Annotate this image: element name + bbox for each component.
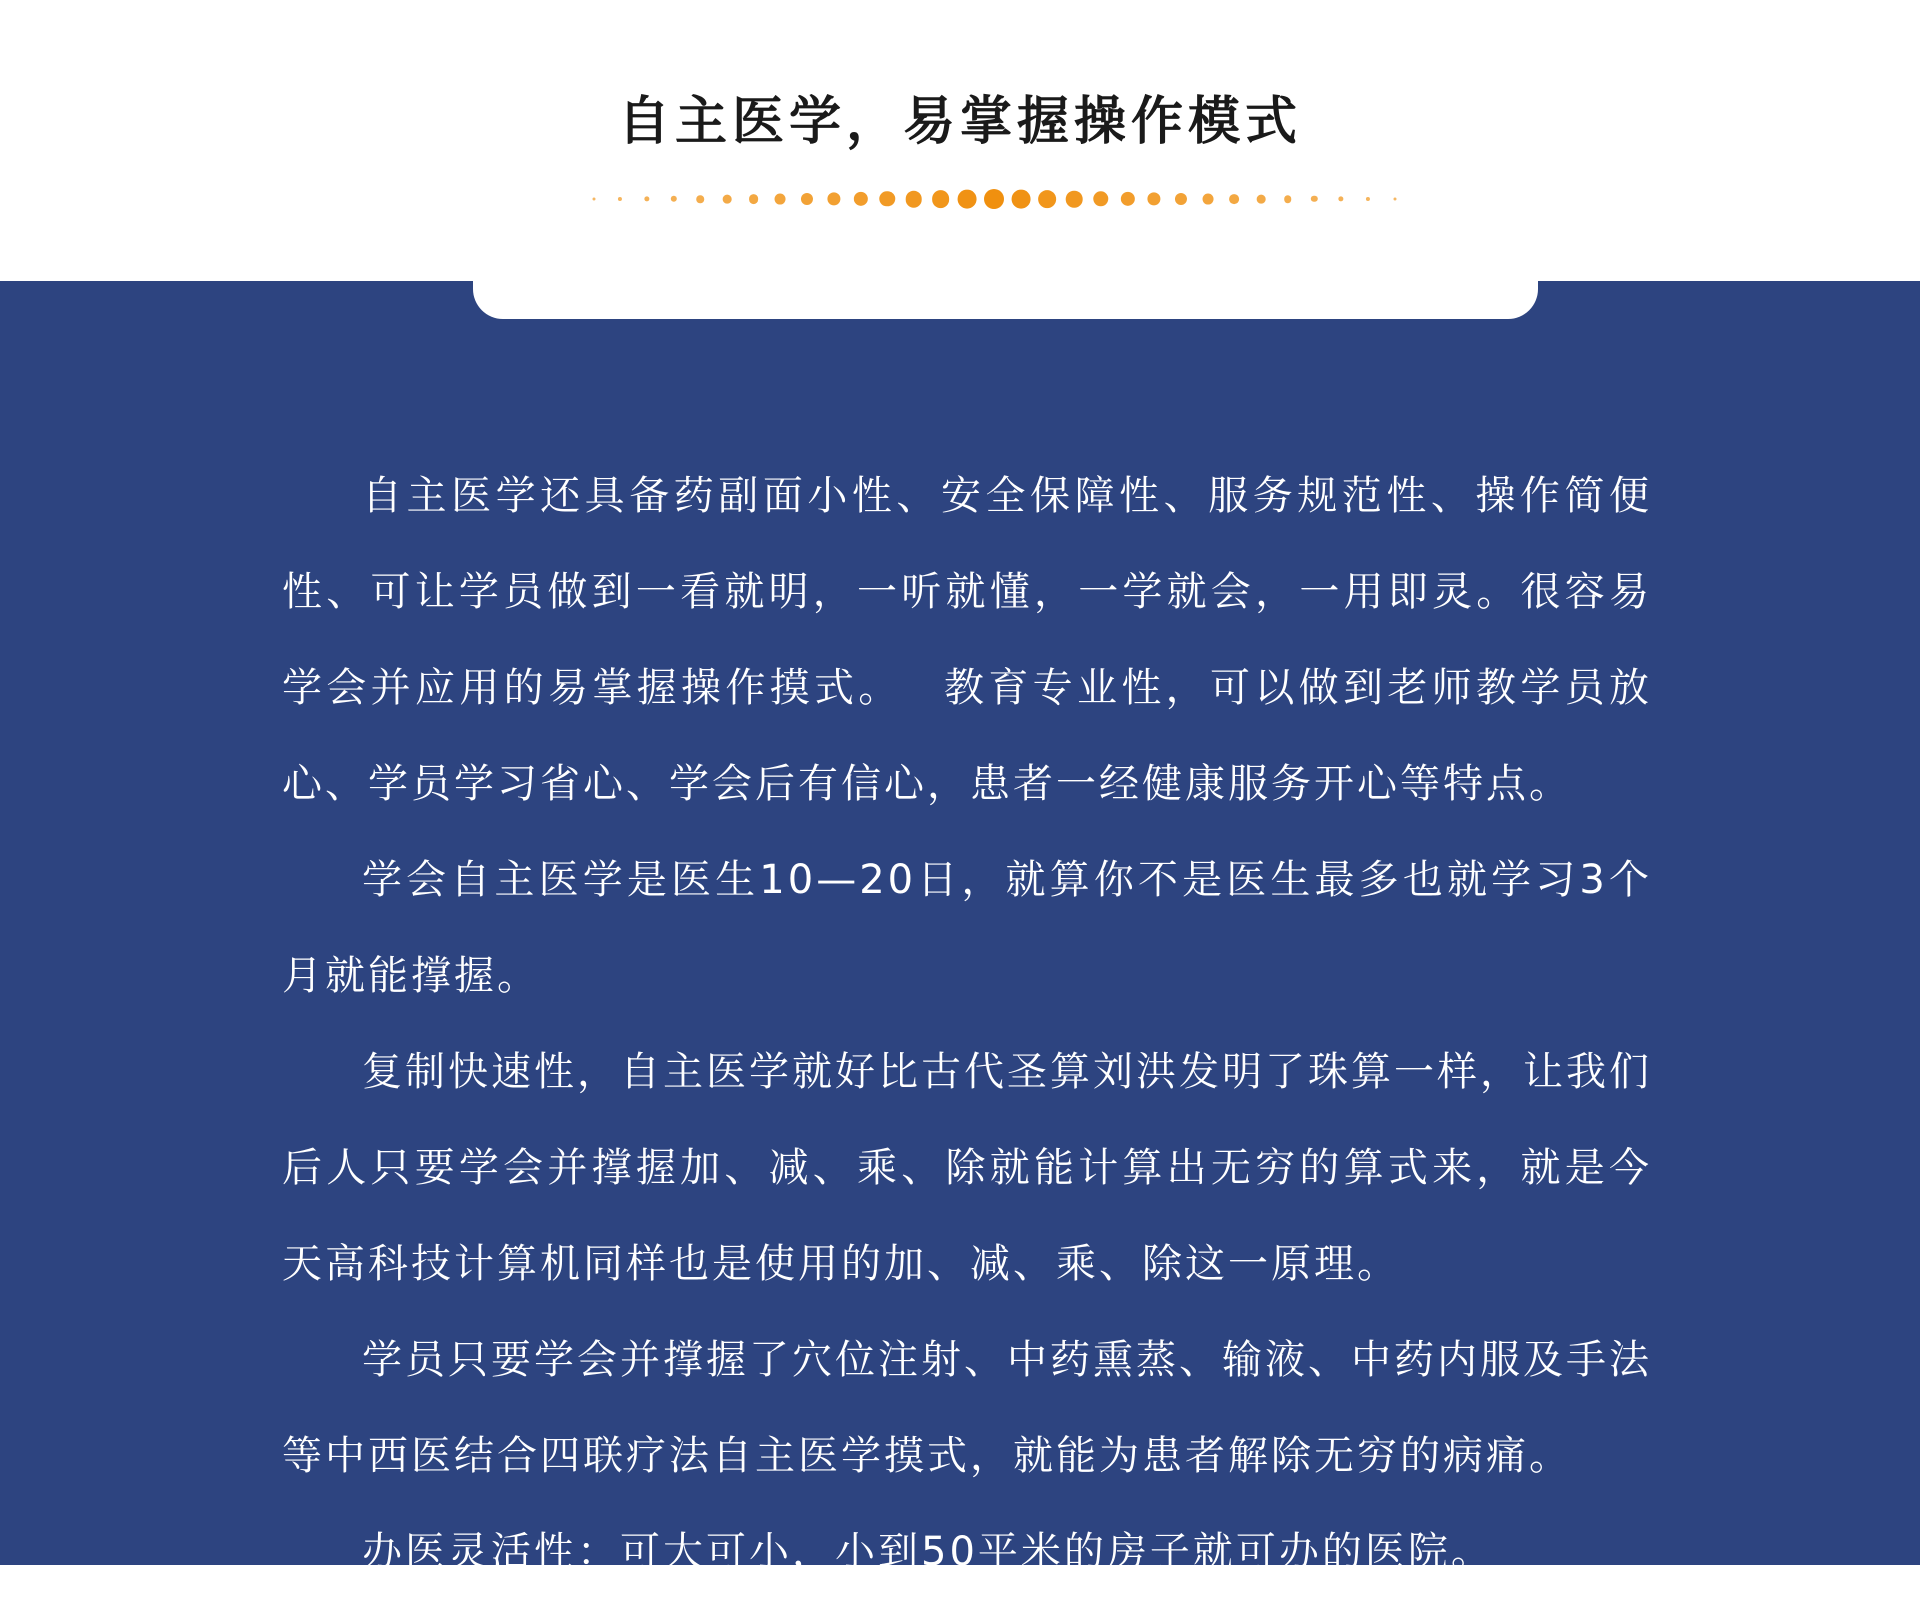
divider-dot xyxy=(618,197,622,201)
divider-dot xyxy=(644,196,649,201)
divider-dot xyxy=(906,191,923,208)
divider-dot xyxy=(932,190,950,208)
divider-dot xyxy=(749,194,759,204)
divider-dot xyxy=(801,193,813,205)
divider-dot xyxy=(1366,197,1370,201)
divider-dot xyxy=(1175,193,1187,205)
divider-dot xyxy=(1148,192,1161,205)
divider-dot xyxy=(958,190,977,209)
divider-dot xyxy=(1284,195,1292,203)
divider-dot xyxy=(592,198,595,201)
divider-dot xyxy=(775,194,786,205)
divider-dot xyxy=(1120,192,1134,206)
divider-dot xyxy=(697,195,705,203)
paragraph-1: 自主医学还具备药副面小性、安全保障性、服务规范性、操作简便性、可让学员做到一看就明，一听就懂，一学就会，一用即灵。很容易学会并应用的易掌握操作摸式。 教育专业性，可以做到老师教学员放心、学员学习省心、学会后有信心，患者一经健康服务开心等特点。 xyxy=(282,473,1652,807)
divider-dot xyxy=(1066,191,1083,208)
divider-dot xyxy=(827,192,840,205)
divider-dot xyxy=(1039,190,1057,208)
divider-dot xyxy=(1257,195,1266,204)
divider-dot xyxy=(1202,194,1213,205)
divider-dot xyxy=(670,196,676,202)
divider-dot xyxy=(1311,196,1317,202)
paragraph-3: 复制快速性，自主医学就好比古代圣算刘洪发明了珠算一样，让我们后人只要学会并撑握加、减、乘、除就能计算出无穷的算式来，就是今天高科技计算机同样也是使用的加、减、乘、除这一原理。 xyxy=(282,1049,1652,1287)
divider-dot xyxy=(723,195,732,204)
article-body xyxy=(282,448,1652,1600)
divider-dot xyxy=(1093,191,1108,206)
paragraph-2: 学会自主医学是医生10—20日，就算你不是医生最多也就学习3个月就能撑握。 xyxy=(282,857,1652,999)
divider-dot xyxy=(879,191,894,206)
divider-dot xyxy=(853,192,867,206)
divider-dot xyxy=(984,189,1004,209)
paragraph-4: 学员只要学会并撑握了穴位注射、中药熏蒸、输液、中药内服及手法等中西医结合四联疗法自主医学摸式，就能为患者解除无穷的病痛。 xyxy=(282,1337,1652,1479)
divider-dot xyxy=(1229,194,1239,204)
divider-dot xyxy=(1393,198,1396,201)
page-title: 自主医学，易掌握操作模式 xyxy=(617,92,1302,152)
header-section xyxy=(0,0,1920,281)
divider-dot xyxy=(1338,196,1343,201)
divider-dot xyxy=(1011,190,1030,209)
paragraph-5: 办医灵活性：可大可小，小到50平米的房子就可办的医院。 xyxy=(362,1529,1494,1575)
panel-tab-decoration xyxy=(473,255,1538,319)
